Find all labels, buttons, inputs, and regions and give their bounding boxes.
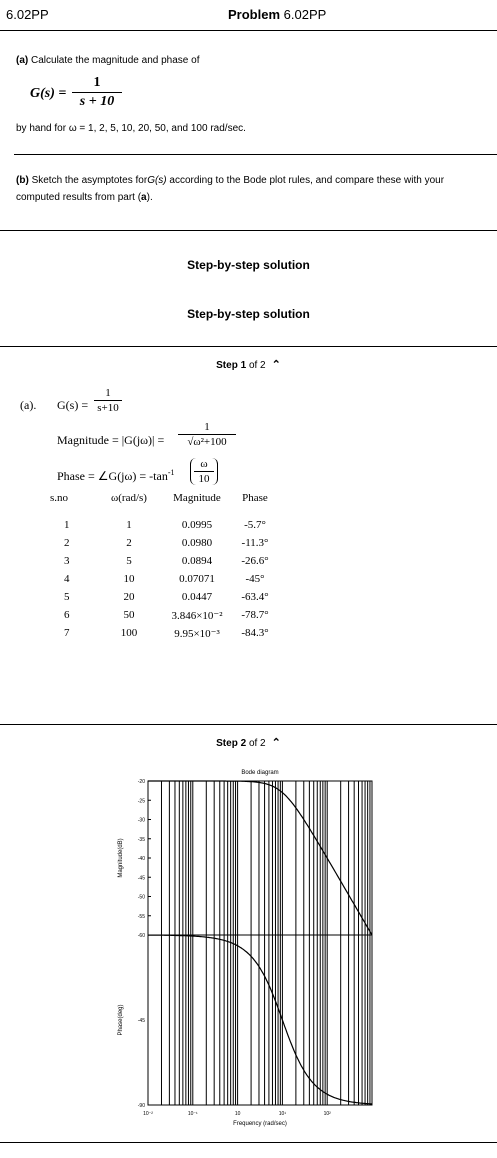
- part-a-text: [16, 52, 199, 69]
- divider: [0, 346, 497, 347]
- y-tick-label: -30: [137, 817, 145, 824]
- x-tick-label: 10⁻²: [143, 1111, 153, 1117]
- divider: [0, 30, 497, 31]
- part-a-text2: by hand for ω = 1, 2, 5, 10, 20, 50, and 100 rad/sec.: [16, 123, 246, 134]
- x-tick-label: 10: [234, 1111, 241, 1117]
- table-cell: -5.7°: [244, 519, 266, 531]
- table-cell: 7: [64, 627, 70, 639]
- table-cell: 1: [126, 519, 132, 531]
- phase-fraction: [190, 458, 218, 485]
- y-tick-label: -45: [137, 1018, 145, 1024]
- table-cell: 9.95×10⁻³: [174, 627, 220, 640]
- step1-g-numerator: 1: [105, 387, 111, 399]
- table-cell: 3.846×10⁻²: [171, 609, 223, 622]
- table-cell: 2: [126, 537, 132, 549]
- part-b-line2-post: ).: [146, 192, 153, 203]
- table-row: [50, 588, 278, 606]
- table-cell: 6: [64, 609, 70, 621]
- problem-title-bold: Problem: [228, 7, 281, 22]
- y-tick-label: -60: [137, 933, 145, 939]
- phase-curve: [148, 935, 372, 1104]
- x-tick-label: 10⁻¹: [187, 1111, 198, 1117]
- y-tick-label: -50: [137, 894, 145, 901]
- table-row: [50, 552, 278, 570]
- part-a-label: (a): [16, 55, 29, 66]
- table-cell: 0.0995: [181, 519, 213, 531]
- magnitude-curve: [148, 781, 372, 935]
- column-header: s.no: [50, 492, 69, 504]
- phase-lhs-text: Phase = ∠G(jω) = -tan: [57, 469, 168, 483]
- table-cell: 0.0980: [181, 537, 213, 549]
- magnitude-axis-label: Magnitude(dB): [118, 838, 124, 878]
- chart-title: Bode diagram: [241, 770, 279, 776]
- part-b-text: [16, 172, 494, 206]
- results-table: [50, 492, 278, 642]
- fraction-bar: [94, 400, 122, 401]
- y-tick-label: -35: [137, 836, 145, 843]
- table-cell: -84.3°: [241, 627, 269, 639]
- y-tick-label: -20: [137, 779, 145, 785]
- part-a-prompt: Calculate the magnitude and phase of: [31, 55, 200, 66]
- part-b-g-symbol: G(s): [147, 175, 167, 186]
- transfer-function-numerator: 1: [93, 75, 101, 90]
- table-row: [50, 606, 278, 624]
- step-1-toggle[interactable]: [0, 358, 497, 371]
- bode-diagram: [0, 760, 497, 1140]
- transfer-function-fraction: [72, 75, 122, 110]
- table-cell: 50: [123, 609, 135, 621]
- table-row: [50, 570, 278, 588]
- magnitude-lhs: Magnitude = |G(jω)| =: [57, 433, 165, 447]
- step-1-label: Step 1: [216, 360, 247, 371]
- magnitude-fraction: [178, 421, 236, 448]
- phase-denominator: 10: [198, 473, 210, 485]
- table-cell: 10: [123, 573, 135, 585]
- plot-frame: [148, 781, 372, 1105]
- phase-lhs: [57, 468, 175, 484]
- table-cell: 0.0894: [181, 555, 213, 567]
- table-header-row: [50, 492, 278, 516]
- phase-axis-label: Phase(deg): [118, 1004, 124, 1036]
- step-2-label: Step 2: [216, 738, 247, 749]
- solution-heading-2: Step-by-step solution: [187, 307, 310, 321]
- fraction-bar: [194, 471, 214, 472]
- table-row: [50, 516, 278, 534]
- transfer-function-denominator: s + 10: [79, 94, 115, 109]
- table-cell: 0.07071: [179, 573, 215, 585]
- phase-numerator: ω: [200, 458, 208, 470]
- table-cell: 20: [123, 591, 135, 603]
- part-b-line1-post: according to the Bode plot rules, and compare these with your: [166, 175, 445, 186]
- table-cell: 0.0447: [181, 591, 213, 603]
- table-cell: 1: [64, 519, 70, 531]
- magnitude-denominator: √ω²+100: [187, 436, 227, 448]
- x-tick-label: 10¹: [278, 1111, 287, 1117]
- y-tick-label: -40: [137, 856, 145, 862]
- table-cell: 5: [126, 555, 132, 567]
- table-cell: 3: [64, 555, 70, 567]
- column-header: Phase: [242, 492, 268, 504]
- divider: [0, 724, 497, 725]
- x-tick-label: 10²: [323, 1111, 331, 1117]
- part-b-label: (b): [16, 175, 29, 186]
- table-cell: 5: [64, 591, 70, 603]
- part-b-line2-bold: a: [141, 192, 147, 203]
- y-tick-label: -55: [137, 913, 145, 920]
- problem-title: [228, 7, 326, 22]
- chevron-up-icon: ⌃: [271, 737, 281, 749]
- table-cell: -26.6°: [241, 555, 269, 567]
- table-cell: -11.3°: [241, 537, 269, 549]
- fraction-bar: [178, 434, 236, 435]
- step-2-count: of 2: [248, 738, 266, 749]
- column-header: Magnitude: [173, 492, 221, 504]
- table-cell: 4: [64, 573, 70, 585]
- problem-code: 6.02PP: [6, 7, 49, 22]
- problem-title-rest: 6.02PP: [283, 7, 327, 22]
- magnitude-numerator: 1: [204, 421, 210, 433]
- part-b-line1-pre: Sketch the asymptotes for: [31, 175, 148, 186]
- divider: [0, 1142, 497, 1143]
- table-cell: -78.7°: [241, 609, 269, 621]
- step1-part-label: (a).: [20, 398, 37, 412]
- y-tick-label: -90: [137, 1103, 145, 1109]
- table-cell: -45°: [245, 573, 265, 585]
- chevron-up-icon: ⌃: [271, 359, 281, 371]
- step-2-toggle[interactable]: [0, 736, 497, 749]
- column-header: ω(rad/s): [111, 492, 147, 504]
- table-cell: 100: [120, 627, 138, 639]
- top-bar: [0, 0, 497, 30]
- step1-g-denominator: s+10: [97, 402, 119, 414]
- step1-g-fraction: [94, 387, 122, 414]
- x-axis-label: Frequency (rad/sec): [233, 1121, 287, 1127]
- y-tick-label: -25: [137, 798, 145, 805]
- transfer-function-lhs: G(s) =: [30, 86, 67, 101]
- divider: [14, 154, 497, 155]
- part-b-line2-pre: computed results from part (: [16, 192, 142, 203]
- divider: [0, 230, 497, 231]
- step1-g-lhs: G(s) =: [57, 398, 89, 412]
- table-row: [50, 534, 278, 552]
- table-cell: -63.4°: [241, 591, 269, 603]
- y-tick-label: -45: [137, 875, 145, 882]
- solution-heading: Step-by-step solution: [187, 258, 310, 272]
- phase-exponent: -1: [167, 468, 175, 477]
- table-cell: 2: [64, 537, 70, 549]
- table-row: [50, 624, 278, 642]
- fraction-bar: [72, 92, 122, 93]
- step-1-count: of 2: [248, 360, 266, 371]
